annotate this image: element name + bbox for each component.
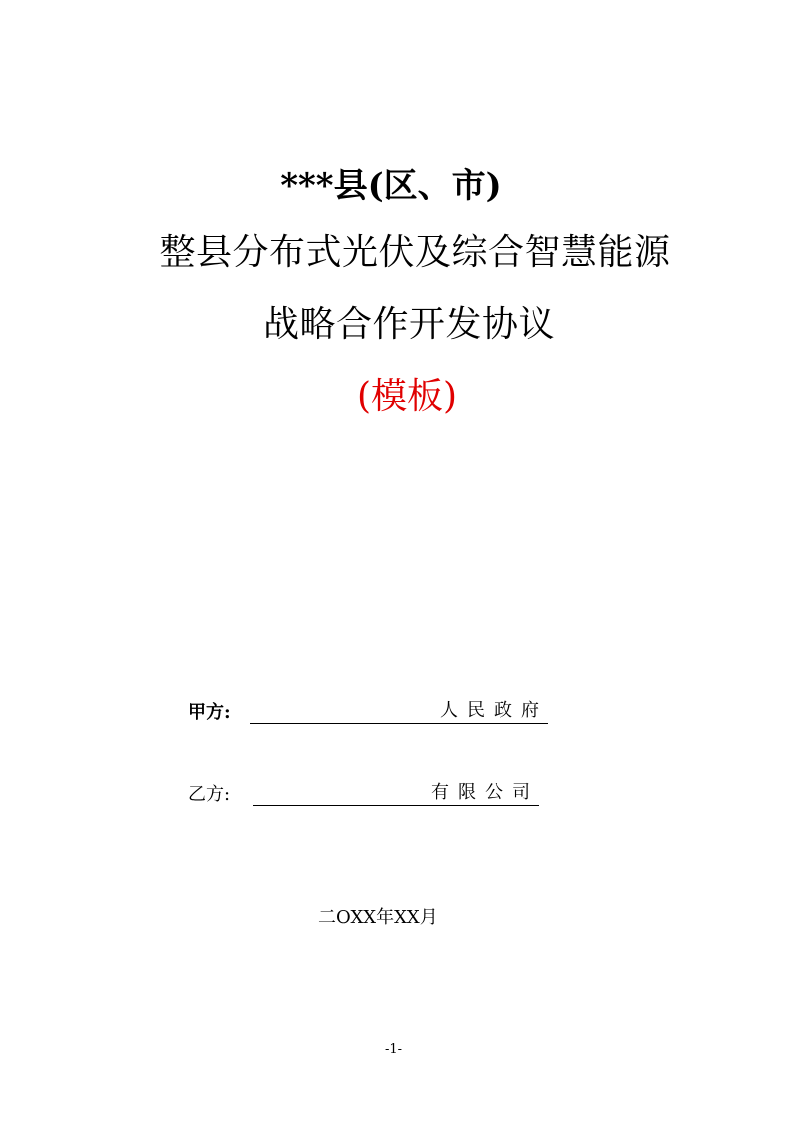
party-a-row xyxy=(188,694,548,724)
title-county-line: ***县(区、市) xyxy=(280,166,502,206)
title-project-line: 整县分布式光伏及综合智慧能源 xyxy=(159,232,671,273)
party-b-label: 乙方: xyxy=(188,784,231,805)
party-b-name: 有限公司 xyxy=(253,781,539,806)
page-number: -1- xyxy=(385,1042,403,1057)
party-a-label: 甲方: xyxy=(188,702,231,723)
title-agreement-line: 战略合作开发协议 xyxy=(262,304,555,345)
template-label: (模板) xyxy=(356,376,458,417)
agreement-date: 二OXX年XX月 xyxy=(318,907,438,928)
party-a-name: 人民政府 xyxy=(250,699,548,724)
party-b-row xyxy=(188,776,539,806)
